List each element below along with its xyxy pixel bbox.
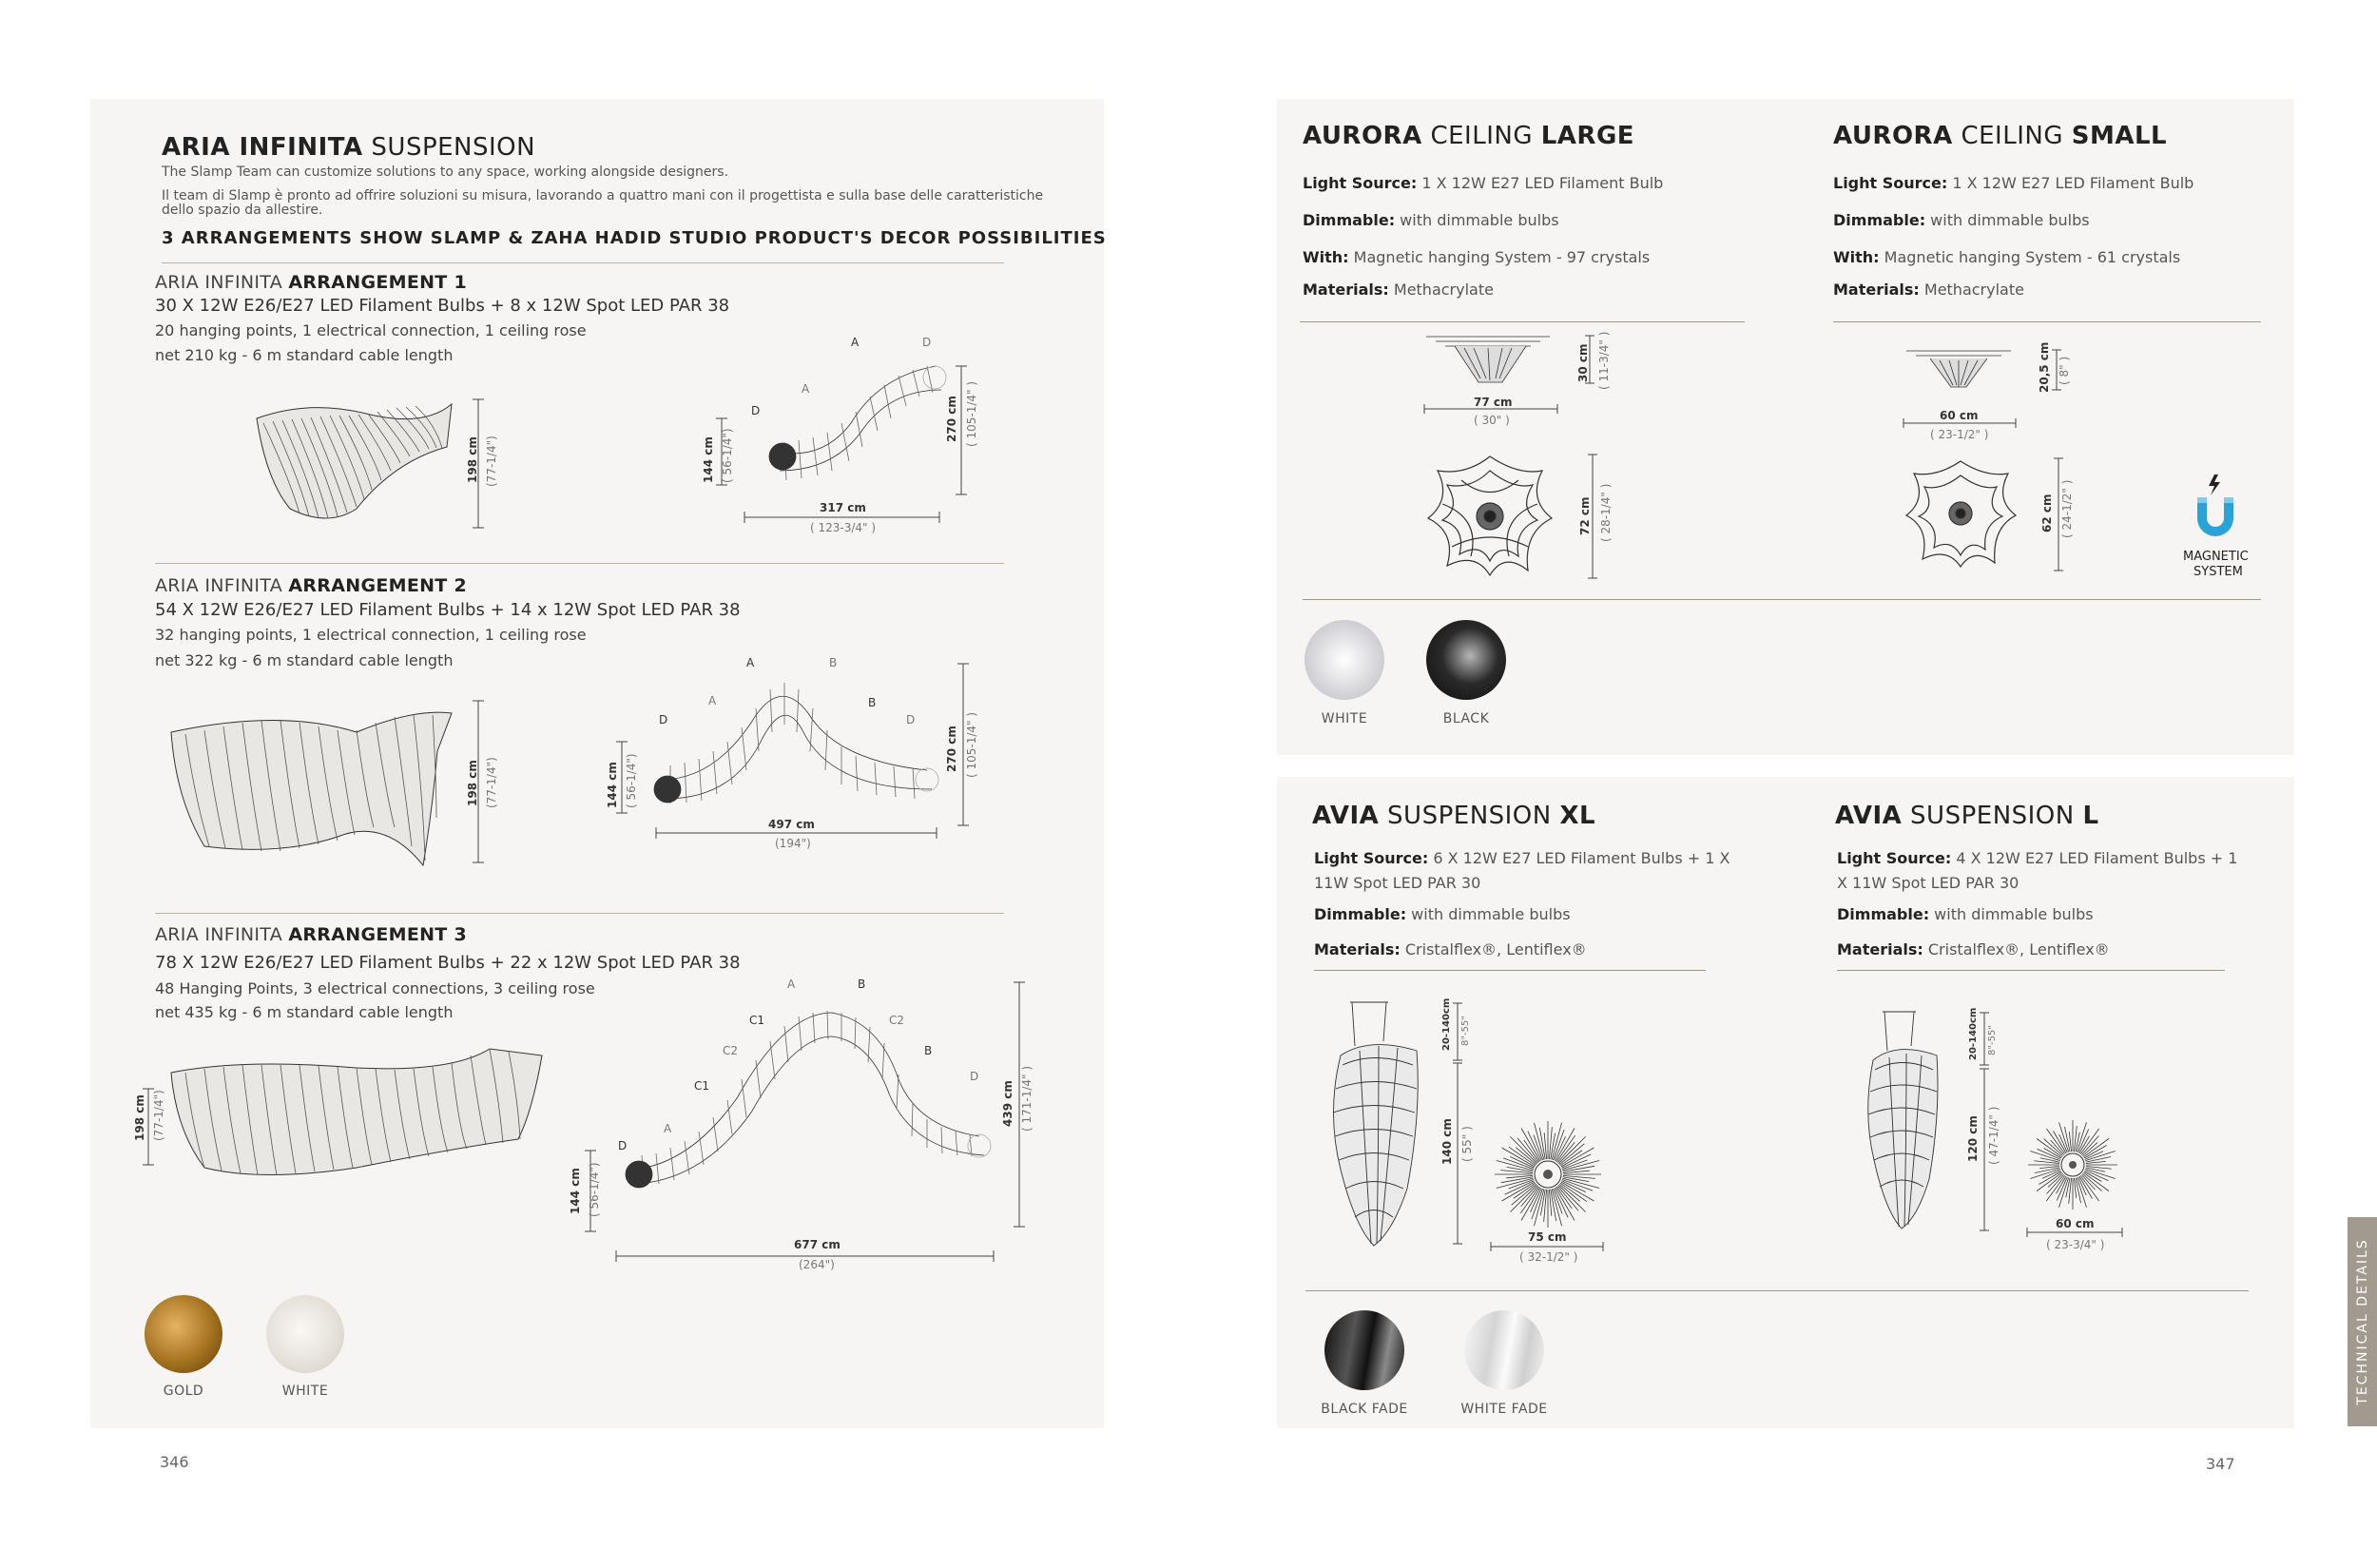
arrangement-3-height-cm: 198 cm [133, 1094, 146, 1141]
avia-l-light-source-1: Light Source: 4 X 12W E27 LED Filament Bulbs + 1 [1837, 849, 2238, 867]
aurora-large-depth-in: ( 28-1/4" ) [1599, 483, 1613, 542]
arrangement-1-title: ARIA INFINITA ARRANGEMENT 1 [155, 272, 468, 293]
swatch-white-fade-label: WHITE FADE [1460, 1402, 1548, 1417]
aurora-small-materials: Materials: Methacrylate [1833, 281, 2024, 299]
intro-it-2: dello spazio da allestire. [162, 203, 323, 218]
arrangement-1-side-drawing [252, 395, 461, 532]
arrangement-3-label-c2a: C2 [889, 1014, 905, 1027]
aurora-large-height-cm: 30 cm [1576, 343, 1590, 382]
avia-xl-dimmable: Dimmable: with dimmable bulbs [1314, 905, 1571, 923]
arrangement-2-width-cm: 497 cm [768, 818, 815, 831]
aurora-small-width-in: ( 23-1/2" ) [1930, 428, 1989, 441]
swatch-aurora-black-label: BLACK [1442, 711, 1490, 726]
avia-xl-width-cm: 75 cm [1528, 1230, 1567, 1244]
arrangement-2-side-in: ( 56-1/4") [625, 753, 638, 808]
aurora-large-width-in: ( 30" ) [1474, 414, 1510, 427]
avia-xl-materials: Materials: Cristalflex®, Lentiflex® [1314, 940, 1587, 958]
aurora-small-dimmable: Dimmable: with dimmable bulbs [1833, 211, 2090, 229]
arrangement-3-side-drawing [166, 1044, 547, 1182]
arrangement-3-label-a2: A [664, 1122, 672, 1135]
arrangement-3-line1: 78 X 12W E26/E27 LED Filament Bulbs + 22 x 12W Spot LED PAR 38 [155, 953, 741, 973]
arrangement-1-line1: 30 X 12W E26/E27 LED Filament Bulbs + 8 x 12W Spot LED PAR 38 [155, 296, 730, 316]
aurora-large-dimmable: Dimmable: with dimmable bulbs [1303, 211, 1559, 229]
technical-details-tab[interactable] [2348, 1217, 2377, 1426]
avia-l-width-cm: 60 cm [2056, 1217, 2095, 1230]
technical-details-label: TECHNICAL DETAILS [2354, 1238, 2370, 1405]
arrangement-1-label-d2: D [922, 336, 932, 349]
arrangement-3-line2: 48 Hanging Points, 3 electrical connections, 3 ceiling rose [155, 979, 595, 997]
arrangement-1-plan-drawing [765, 338, 946, 485]
aurora-small-top-drawing [1902, 456, 2020, 571]
aurora-large-width-cm: 77 cm [1474, 396, 1513, 409]
aurora-bottom-rule [1303, 599, 2261, 600]
magnetic-label-2: SYSTEM [2193, 565, 2243, 579]
avia-xl-side-drawing [1322, 998, 1436, 1250]
aurora-large-materials: Materials: Methacrylate [1303, 281, 1494, 299]
arrangement-2-height-in: (77-1/4") [485, 757, 498, 808]
arrangement-3-label-b1: B [858, 978, 866, 991]
aurora-large-side-drawing [1421, 333, 1555, 390]
aurora-small-with: With: Magnetic hanging System - 61 crystals [1833, 248, 2181, 266]
arrangement-3-label-c2b: C2 [723, 1044, 739, 1057]
avia-l-cable-in: 8"-55" [1987, 1025, 1998, 1055]
swatch-white-label: WHITE [281, 1384, 329, 1399]
magnet-icon [2192, 473, 2239, 539]
arrangement-1-line2: 20 hanging points, 1 electrical connection, 1 ceiling rose [155, 321, 587, 339]
swatch-black-fade-label: BLACK FADE [1321, 1402, 1408, 1417]
arrangement-1-side-cm: 144 cm [702, 436, 715, 483]
avia-xl-rule [1314, 970, 1706, 971]
aurora-small-side-drawing [1902, 347, 2016, 395]
page-number-right: 347 [2206, 1455, 2235, 1473]
aurora-small-height-in: ( 8" ) [2058, 356, 2071, 385]
arrangement-1-side-in: ( 56-1/4") [721, 428, 734, 483]
arrangement-2-label-b2: B [868, 696, 877, 709]
aurora-small-rule [1833, 321, 2261, 322]
swatch-white[interactable] [266, 1295, 344, 1373]
swatch-white-fade[interactable] [1464, 1310, 1544, 1390]
arrangement-1-width-in: ( 123-3/4" ) [810, 521, 877, 534]
arrangement-2-title: ARIA INFINITA ARRANGEMENT 2 [155, 575, 468, 596]
avia-l-width-in: ( 23-3/4" ) [2046, 1238, 2105, 1251]
page-number-left: 346 [160, 1453, 189, 1471]
avia-xl-light-source-2: 11W Spot LED PAR 30 [1314, 874, 1481, 892]
avia-bottom-rule [1305, 1290, 2249, 1291]
aurora-small-title: AURORA CEILING SMALL [1833, 122, 2168, 150]
intro-en: The Slamp Team can customize solutions to any space, working alongside designers. [162, 165, 729, 180]
aurora-small-depth-in: ( 24-1/2" ) [2060, 479, 2074, 538]
arrangement-3-width-in: (264") [799, 1258, 835, 1271]
arrangement-3-label-d2: D [970, 1070, 979, 1083]
arrangement-2-line3: net 322 kg - 6 m standard cable length [155, 651, 454, 669]
avia-xl-top-drawing [1491, 1117, 1605, 1231]
aurora-large-with: With: Magnetic hanging System - 97 crystals [1303, 248, 1651, 266]
arrangement-2-height2-cm: 270 cm [945, 726, 958, 772]
aurora-large-light-source: Light Source: 1 X 12W E27 LED Filament Bulb [1303, 174, 1664, 192]
arrangement-1-height-cm: 198 cm [466, 436, 479, 483]
avia-l-rule [1837, 970, 2225, 971]
arrangement-3-label-d1: D [618, 1139, 628, 1152]
arrangement-3-plan-drawing [613, 984, 994, 1189]
swatch-gold[interactable] [145, 1295, 222, 1373]
avia-l-title: AVIA SUSPENSION L [1835, 802, 2099, 830]
arrangement-2-height-cm: 198 cm [466, 760, 479, 806]
aurora-large-title: AURORA CEILING LARGE [1303, 122, 1635, 150]
arrangement-1-label-a1: A [851, 336, 860, 349]
avia-xl-height-cm: 140 cm [1440, 1118, 1454, 1165]
arrangement-3-height2-cm: 439 cm [1001, 1080, 1015, 1127]
aurora-large-height-in: ( 11-3/4" ) [1597, 331, 1611, 390]
aurora-large-top-drawing [1423, 452, 1556, 580]
magnetic-label-1: MAGNETIC [2183, 550, 2249, 564]
aurora-small-depth-cm: 62 cm [2040, 494, 2054, 532]
arrangement-1-height2-in: ( 105-1/4" ) [965, 380, 978, 447]
avia-xl-title: AVIA SUSPENSION XL [1312, 802, 1596, 830]
arrangement-3-label-a1: A [787, 978, 796, 991]
swatch-aurora-white-label: WHITE [1321, 711, 1368, 726]
arrangement-1-label-d1: D [751, 404, 761, 417]
avia-l-dimmable: Dimmable: with dimmable bulbs [1837, 905, 2094, 923]
aria-title: ARIA INFINITA SUSPENSION [162, 133, 536, 162]
arrangement-1-label-a2: A [802, 382, 810, 396]
arrangement-2-width-in: (194") [775, 837, 811, 850]
arrangement-2-line1: 54 X 12W E26/E27 LED Filament Bulbs + 14 x 12W Spot LED PAR 38 [155, 600, 741, 620]
avia-l-side-drawing [1859, 1008, 1949, 1231]
arrangement-1-height2-cm: 270 cm [945, 396, 958, 442]
arrangement-2-height2-in: ( 105-1/4" ) [965, 711, 978, 778]
arrangement-3-side-cm: 144 cm [569, 1168, 582, 1214]
avia-l-height-in: ( 47-1/4" ) [1987, 1106, 2000, 1165]
arrangement-2-side-drawing [166, 704, 456, 870]
arrangement-2-line2: 32 hanging points, 1 electrical connection, 1 ceiling rose [155, 626, 587, 644]
avia-l-cable-cm: 20-140cm [1968, 1007, 1979, 1060]
avia-l-materials: Materials: Cristalflex®, Lentiflex® [1837, 940, 2110, 958]
arrangement-1-height-in: (77-1/4") [485, 436, 498, 487]
avia-xl-height-in: ( 55" ) [1460, 1126, 1474, 1162]
arrangement-2-side-cm: 144 cm [606, 762, 619, 808]
avia-l-light-source-2: X 11W Spot LED PAR 30 [1837, 874, 2019, 892]
aurora-large-depth-cm: 72 cm [1578, 496, 1592, 535]
arrangement-3-height2-in: ( 171-1/4" ) [1020, 1065, 1034, 1132]
swatch-aurora-white[interactable] [1304, 620, 1384, 700]
swatch-black-fade[interactable] [1324, 1310, 1404, 1390]
avia-xl-cable-in: 8"-55" [1460, 1016, 1471, 1046]
arrangement-2-plan-drawing [647, 656, 941, 808]
arrangement-3-label-c1a: C1 [749, 1014, 765, 1027]
arrangement-3-side-in: ( 56-1/4") [588, 1162, 601, 1217]
arrangement-2-label-d2: D [906, 713, 916, 726]
subhead-rule [162, 262, 1004, 263]
intro-it-1: Il team di Slamp è pronto ad offrire soluzioni su misura, lavorando a quattro mani con il progettista e sulla base delle caratteristiche [162, 188, 1044, 203]
arrangement-2-label-b1: B [829, 656, 838, 669]
arrangement-2-label-d1: D [659, 713, 668, 726]
arrangement-3-line3: net 435 kg - 6 m standard cable length [155, 1003, 454, 1021]
arrangement-2-label-a2: A [708, 694, 717, 707]
arrangement-1-rule [155, 563, 1004, 564]
arrangement-3-title: ARIA INFINITA ARRANGEMENT 3 [155, 924, 468, 945]
avia-xl-light-source-1: Light Source: 6 X 12W E27 LED Filament Bulbs + 1 X [1314, 849, 1730, 867]
arrangement-3-height-in: (77-1/4") [152, 1090, 165, 1141]
arrangement-3-width-cm: 677 cm [794, 1238, 841, 1251]
arrangement-1-line3: net 210 kg - 6 m standard cable length [155, 346, 454, 364]
avia-xl-cable-cm: 20-140cm [1441, 997, 1452, 1051]
arrangement-2-label-a1: A [746, 656, 755, 669]
aurora-large-rule [1300, 321, 1745, 322]
avia-l-top-drawing [2025, 1117, 2120, 1212]
avia-l-height-cm: 120 cm [1966, 1115, 1980, 1162]
arrangement-1-width-cm: 317 cm [820, 501, 866, 514]
aurora-small-width-cm: 60 cm [1940, 409, 1979, 422]
arrangement-2-rule [155, 913, 1004, 914]
aurora-small-height-cm: 20,5 cm [2038, 341, 2051, 393]
arrangement-3-label-b2: B [924, 1044, 933, 1057]
swatch-gold-label: GOLD [163, 1384, 204, 1399]
avia-xl-width-in: ( 32-1/2" ) [1519, 1250, 1578, 1264]
swatch-aurora-black[interactable] [1426, 620, 1506, 700]
arrangement-3-label-c1b: C1 [694, 1079, 710, 1093]
aurora-small-light-source: Light Source: 1 X 12W E27 LED Filament Bulb [1833, 174, 2194, 192]
arrangements-subhead: 3 ARRANGEMENTS SHOW SLAMP & ZAHA HADID STUDIO PRODUCT'S DECOR POSSIBILITIES [162, 228, 1107, 248]
